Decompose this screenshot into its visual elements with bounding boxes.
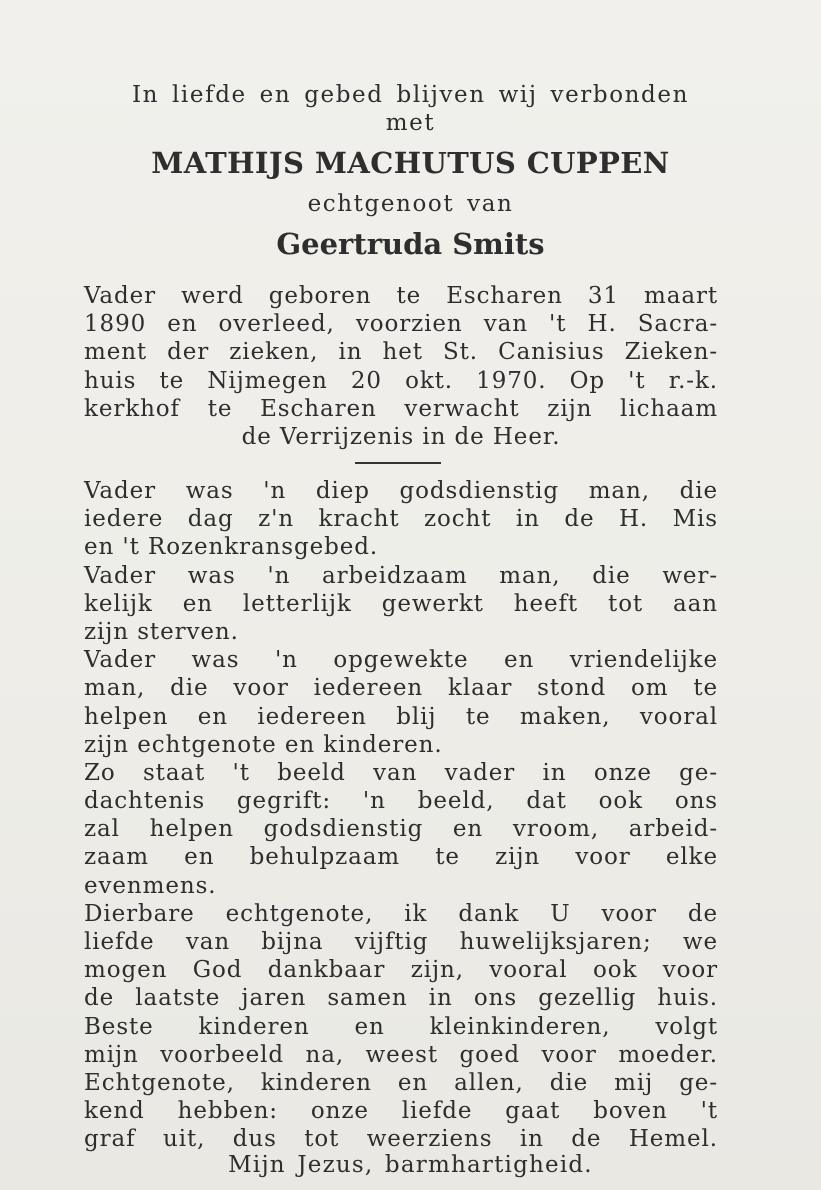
tribute-line: dachtenis gegrift: 'n beeld, dat ook ons [84, 788, 718, 815]
tribute-line: zijn echtgenote en kinderen. [84, 731, 443, 758]
biography-line: 1890 en overleed, voorzien van 't H. Sacra- [84, 311, 718, 338]
tribute-line: Dierbare echtgenote, ik dank U voor de [84, 900, 718, 927]
biography-line: de Verrijzenis in de Heer. [241, 423, 561, 450]
biography-line: Vader werd geboren te Escharen 31 maart [84, 283, 718, 309]
tribute-line: liefde van bijna vijftig huwelijksjaren; we [84, 929, 718, 955]
tribute-text [84, 477, 718, 1154]
tribute-line: graf uit, dus tot weerziens in de Hemel. [84, 1126, 718, 1153]
tribute-line: man, die voor iedereen klaar stond om te [84, 675, 718, 702]
spouse-name: Geertruda Smits [276, 227, 545, 261]
tribute-line: mijn voorbeeld na, weest goed voor moeder. [84, 1041, 718, 1068]
tribute-line: Vader was 'n opgewekte en vriendelijke [84, 647, 718, 674]
tribute-line: de laatste jaren samen in ons gezellig huis. [84, 985, 718, 1012]
tribute-line: Vader was 'n arbeidzaam man, die wer- [84, 562, 718, 589]
tribute-line: Zo staat 't beeld van vader in onze ge- [84, 759, 718, 786]
tribute-line: zal helpen godsdienstig en vroom, arbeid- [84, 816, 718, 843]
biography-paragraph [84, 282, 718, 451]
tribute-line: helpen en iedereen blij te maken, vooral [84, 703, 718, 730]
tribute-line: iedere dag z'n kracht zocht in de H. Mis [84, 506, 718, 533]
biography-line: kerkhof te Escharen verwacht zijn lichaam [84, 395, 718, 422]
section-divider [355, 462, 441, 464]
tribute-line: mogen God dankbaar zijn, vooral ook voor [84, 957, 718, 984]
tribute-line: zijn sterven. [84, 618, 239, 645]
tribute-line: kend hebben: onze liefde gaat boven 't [84, 1098, 718, 1125]
tribute-line: kelijk en letterlijk gewerkt heeft tot aan [84, 590, 718, 617]
biography-line: huis te Nijmegen 20 okt. 1970. Op 't r.-k. [84, 367, 718, 394]
tribute-line: en 't Rozenkransgebed. [84, 534, 379, 561]
tribute-line: Echtgenote, kinderen en allen, die mij ge- [84, 1069, 718, 1096]
intro-line-2: met [385, 110, 436, 136]
intro-line-1: In liefde en gebed blijven wij verbonden [131, 82, 690, 108]
deceased-name: MATHIJS MACHUTUS CUPPEN [151, 146, 670, 180]
closing-prayer: Mijn Jezus, barmhartigheid. [228, 1152, 593, 1178]
tribute-line: Vader was 'n diep godsdienstig man, die [84, 478, 718, 504]
tribute-line: Beste kinderen en kleinkinderen, volgt [84, 1013, 718, 1040]
tribute-line: evenmens. [84, 872, 217, 899]
biography-line: ment der zieken, in het St. Canisius Zieken- [84, 339, 718, 366]
tribute-line: zaam en behulpzaam te zijn voor elke [84, 844, 718, 871]
relation-text: echtgenoot van [307, 191, 514, 217]
